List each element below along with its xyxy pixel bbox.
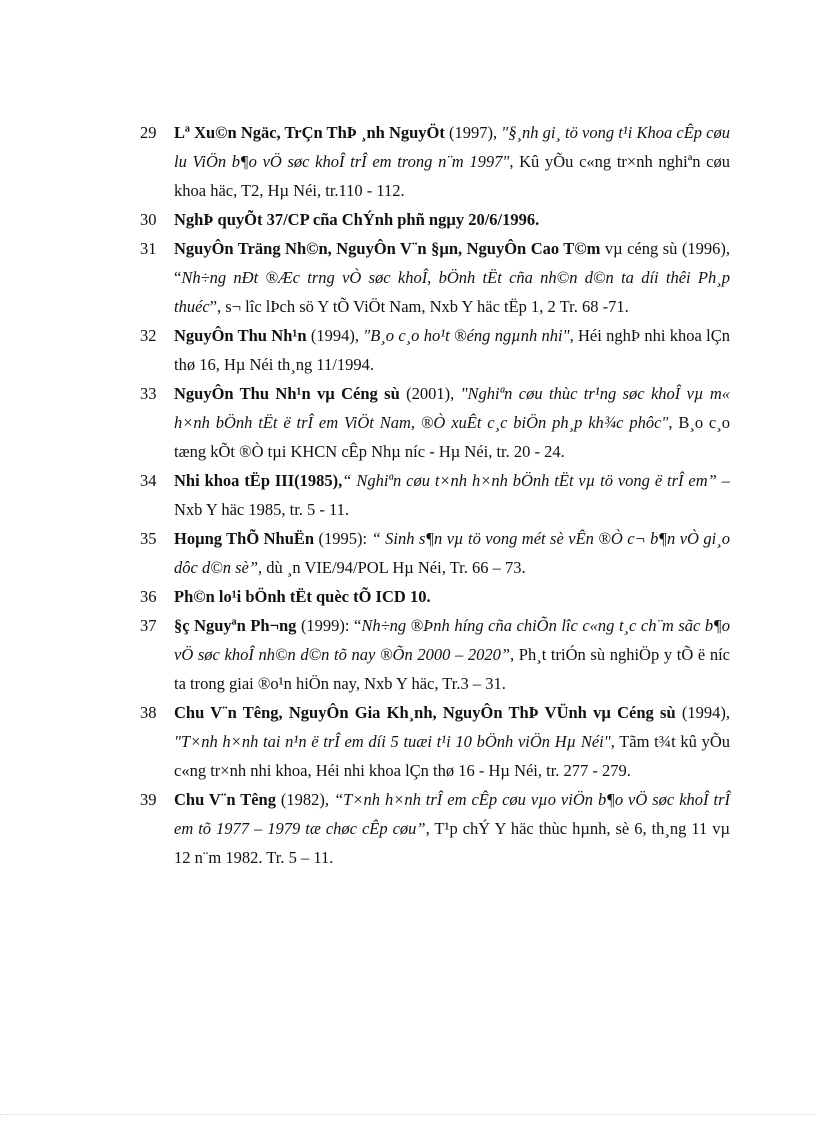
reference-details: (1994), (675, 703, 730, 722)
reference-number: 39 (140, 790, 157, 809)
page-bottom-divider (0, 1114, 816, 1115)
reference-number: 33 (140, 384, 157, 403)
reference-text (174, 234, 730, 321)
reference-details: dù ¸n VIE/94/POL Hµ Néi, Tr. 66 – 73. (262, 558, 526, 577)
reference-text (174, 524, 730, 582)
reference-authors: Lª Xu©n Ngäc, TrÇn ThÞ ¸nh NguyÖt (174, 123, 445, 142)
reference-text (174, 785, 730, 872)
reference-list (140, 118, 730, 872)
reference-details: (1999): “ (296, 616, 362, 635)
reference-details: , T¹p chÝ Y häc thùc hµnh, sè 6, th¸ng 11 vµ 12 n¨m 1982. Tr. 5 – 11. (174, 819, 731, 867)
reference-authors: Nhi khoa tËp III(1985), (174, 471, 343, 490)
reference-item (140, 234, 730, 321)
reference-details: , Kû yÕu c«ng tr×nh nghiªn cøu khoa häc, T2, Hµ Néi, tr.110 - 112. (174, 152, 731, 200)
reference-title: "T×nh h×nh tai n¹n ë trÎ em díi 5 tuæi t¹i 10 bÖnh viÖn Hµ Néi" (174, 732, 611, 751)
reference-item (140, 582, 730, 611)
reference-item (140, 379, 730, 466)
reference-title: “ Nghiªn cøu t×nh h×nh bÖnh tËt vµ tö vong ë trÎ em” (342, 471, 717, 490)
reference-number: 36 (140, 587, 157, 606)
reference-authors: NguyÔn Thu Nh¹n (174, 326, 307, 345)
reference-text (174, 118, 730, 205)
reference-authors: Ph©n lo¹i bÖnh tËt quèc tÕ ICD 10. (174, 587, 431, 606)
reference-item (140, 205, 730, 234)
reference-title: “ Sinh s¶n vµ tö vong mét sè vÊn ®Ò c¬ b¶n vÒ gi¸o dôc d©n sè”, (174, 529, 730, 577)
reference-details: , Héi nghÞ nhi khoa lÇn thø 16, Hµ Néi th¸ng 11/1994. (174, 326, 730, 374)
reference-title: Nh÷ng ®Þnh híng cña chiÕn lîc c«ng t¸c ch¨m sãc b¶o vÖ søc khoÎ nh©n d©n tõ nay ®Õn 2000 – 2020”, (174, 616, 731, 664)
reference-text (174, 466, 730, 524)
reference-number: 35 (140, 529, 157, 548)
reference-authors: NghÞ quyÕt 37/CP cña ChÝnh phñ ngµy 20/6/1996. (174, 210, 540, 229)
reference-text (174, 611, 730, 698)
reference-details: (1994), (306, 326, 364, 345)
reference-text (174, 698, 730, 785)
reference-authors: §ç Nguyªn Ph¬ng (174, 616, 297, 635)
reference-number: 29 (140, 123, 157, 142)
reference-details: (1982), (275, 790, 334, 809)
reference-item (140, 785, 730, 872)
reference-item (140, 698, 730, 785)
reference-number: 38 (140, 703, 157, 722)
reference-authors: Chu V¨n Têng (174, 790, 276, 809)
reference-details: , Tãm t¾t kû yÕu c«ng tr×nh nhi khoa, Héi nhi khoa lÇn thø 16 - Hµ Néi, tr. 277 - 279. (174, 732, 730, 780)
reference-title: "§¸nh gi¸ tö vong t¹i Khoa cÊp cøu lu ViÖn b¶o vÖ søc khoÎ trÎ em trong n¨m 1997" (174, 123, 730, 171)
reference-item (140, 466, 730, 524)
reference-number: 32 (140, 326, 157, 345)
reference-item (140, 524, 730, 582)
reference-authors: NguyÔn Träng Nh©n, NguyÔn V¨n §µn, NguyÔn Cao T©m (174, 239, 601, 258)
reference-number: 31 (140, 239, 157, 258)
reference-title: “T×nh h×nh trÎ em cÊp cøu vµo viÖn b¶o vÖ søc khoÎ trÎ em tõ 1977 – 1979 tæ chøc cÊp cøu” (174, 790, 730, 838)
reference-details: ”, s¬ lîc lÞch sö Y tÕ ViÖt Nam, Nxb Y häc tËp 1, 2 Tr. 68 -71. (209, 297, 629, 316)
reference-details: Ph¸t triÓn sù nghiÖp y tÕ ë níc ta trong giai ®o¹n hiÖn nay, Nxb Y häc, Tr.3 – 31. (174, 645, 730, 693)
reference-details: (1997), (444, 123, 502, 142)
reference-title: "Nghiªn cøu thùc tr¹ng søc khoÎ vµ m« h×nh bÖnh tËt ë trÎ em ViÖt Nam, ®Ò xuÊt c¸c biÖn ph¸p kh¾c phôc" (174, 384, 730, 432)
reference-details: (2001), (399, 384, 461, 403)
reference-item (140, 611, 730, 698)
reference-number: 37 (140, 616, 157, 635)
reference-text (174, 582, 730, 611)
reference-item (140, 118, 730, 205)
reference-details: vµ céng sù (1996), “ (174, 239, 730, 287)
reference-authors: Chu V¨n Têng, NguyÔn Gia Kh¸nh, NguyÔn ThÞ VÜnh vµ Céng sù (174, 703, 676, 722)
reference-text (174, 205, 730, 234)
reference-text (174, 321, 730, 379)
reference-authors: NguyÔn Thu Nh¹n vµ Céng sù (174, 384, 400, 403)
reference-authors: Hoµng ThÕ NhuËn (174, 529, 315, 548)
reference-number: 34 (140, 471, 157, 490)
reference-text (174, 379, 730, 466)
reference-title: Nh÷ng nÐt ®Æc trng vÒ søc khoÎ, bÖnh tËt cña nh©n d©n ta díi thêi Ph¸p thuéc (174, 268, 730, 316)
reference-title: "B¸o c¸o ho¹t ®éng ngµnh nhi" (363, 326, 570, 345)
reference-details: (1995): (314, 529, 372, 548)
reference-item (140, 321, 730, 379)
reference-number: 30 (140, 210, 157, 229)
reference-details: – Nxb Y häc 1985, tr. 5 - 11. (174, 471, 731, 519)
reference-details: , B¸o c¸o tæng kÕt ®Ò tµi KHCN cÊp Nhµ níc - Hµ Néi, tr. 20 - 24. (174, 413, 730, 461)
